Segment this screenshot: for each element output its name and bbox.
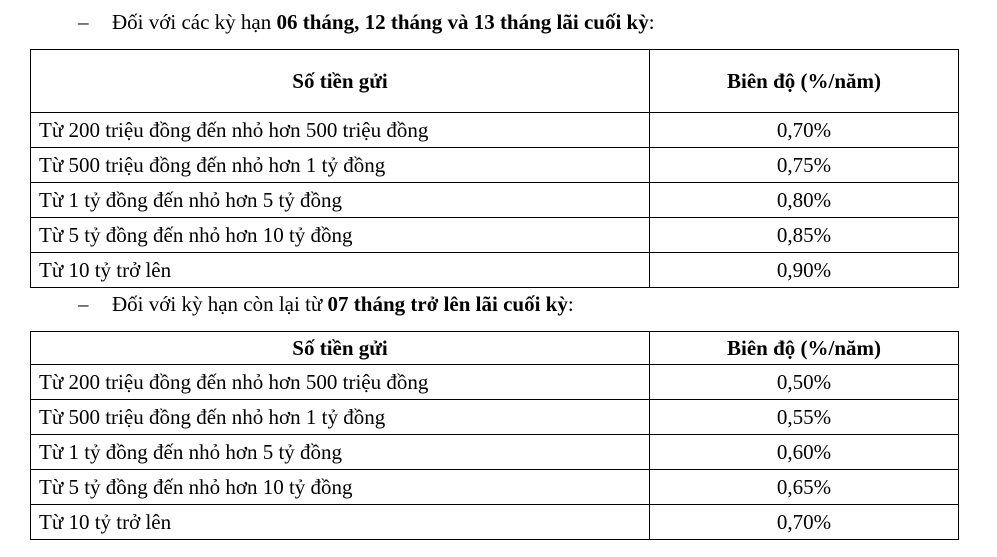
header-rate: Biên độ (%/năm) — [650, 50, 959, 113]
heading-suffix: : — [648, 10, 655, 34]
rate-cell: 0,55% — [650, 400, 959, 435]
header-rate: Biên độ (%/năm) — [650, 332, 959, 365]
dash-marker: – — [78, 292, 89, 316]
table-row — [31, 218, 959, 253]
amount-cell: Từ 1 tỷ đồng đến nhỏ hơn 5 tỷ đồng — [31, 183, 650, 218]
amount-cell: Từ 10 tỷ trở lên — [31, 505, 650, 540]
rate-cell: 0,70% — [650, 113, 959, 148]
heading-prefix: Đối với kỳ hạn còn lại từ — [112, 292, 328, 316]
amount-cell: Từ 200 triệu đồng đến nhỏ hơn 500 triệu đồng — [31, 365, 650, 400]
table-row — [31, 148, 959, 183]
header-amount: Số tiền gửi — [31, 332, 650, 365]
section-heading-2 — [78, 290, 574, 318]
rate-cell: 0,70% — [650, 505, 959, 540]
rate-table-1 — [30, 49, 959, 288]
rate-cell: 0,90% — [650, 253, 959, 288]
header-amount: Số tiền gửi — [31, 50, 650, 113]
rate-cell: 0,85% — [650, 218, 959, 253]
table-header-row — [31, 50, 959, 113]
amount-cell: Từ 500 triệu đồng đến nhỏ hơn 1 tỷ đồng — [31, 400, 650, 435]
amount-cell: Từ 5 tỷ đồng đến nhỏ hơn 10 tỷ đồng — [31, 218, 650, 253]
table-row — [31, 183, 959, 218]
dash-marker: – — [78, 10, 89, 34]
table-row — [31, 435, 959, 470]
amount-cell: Từ 500 triệu đồng đến nhỏ hơn 1 tỷ đồng — [31, 148, 650, 183]
amount-cell: Từ 1 tỷ đồng đến nhỏ hơn 5 tỷ đồng — [31, 435, 650, 470]
heading-bold: 07 tháng trở lên lãi cuối kỳ — [327, 292, 568, 316]
table-row — [31, 400, 959, 435]
section-heading-1 — [78, 8, 655, 36]
amount-cell: Từ 200 triệu đồng đến nhỏ hơn 500 triệu đồng — [31, 113, 650, 148]
amount-cell: Từ 5 tỷ đồng đến nhỏ hơn 10 tỷ đồng — [31, 470, 650, 505]
heading-bold: 06 tháng, 12 tháng và 13 tháng lãi cuối kỳ — [276, 10, 649, 34]
table-row — [31, 365, 959, 400]
rate-table-2 — [30, 331, 959, 540]
table-row — [31, 113, 959, 148]
table-row — [31, 505, 959, 540]
rate-cell: 0,75% — [650, 148, 959, 183]
rate-cell: 0,50% — [650, 365, 959, 400]
heading-prefix: Đối với các kỳ hạn — [112, 10, 277, 34]
rate-cell: 0,60% — [650, 435, 959, 470]
heading-suffix: : — [567, 292, 574, 316]
table-header-row — [31, 332, 959, 365]
amount-cell: Từ 10 tỷ trở lên — [31, 253, 650, 288]
rate-cell: 0,80% — [650, 183, 959, 218]
table-row — [31, 253, 959, 288]
table-row — [31, 470, 959, 505]
rate-cell: 0,65% — [650, 470, 959, 505]
